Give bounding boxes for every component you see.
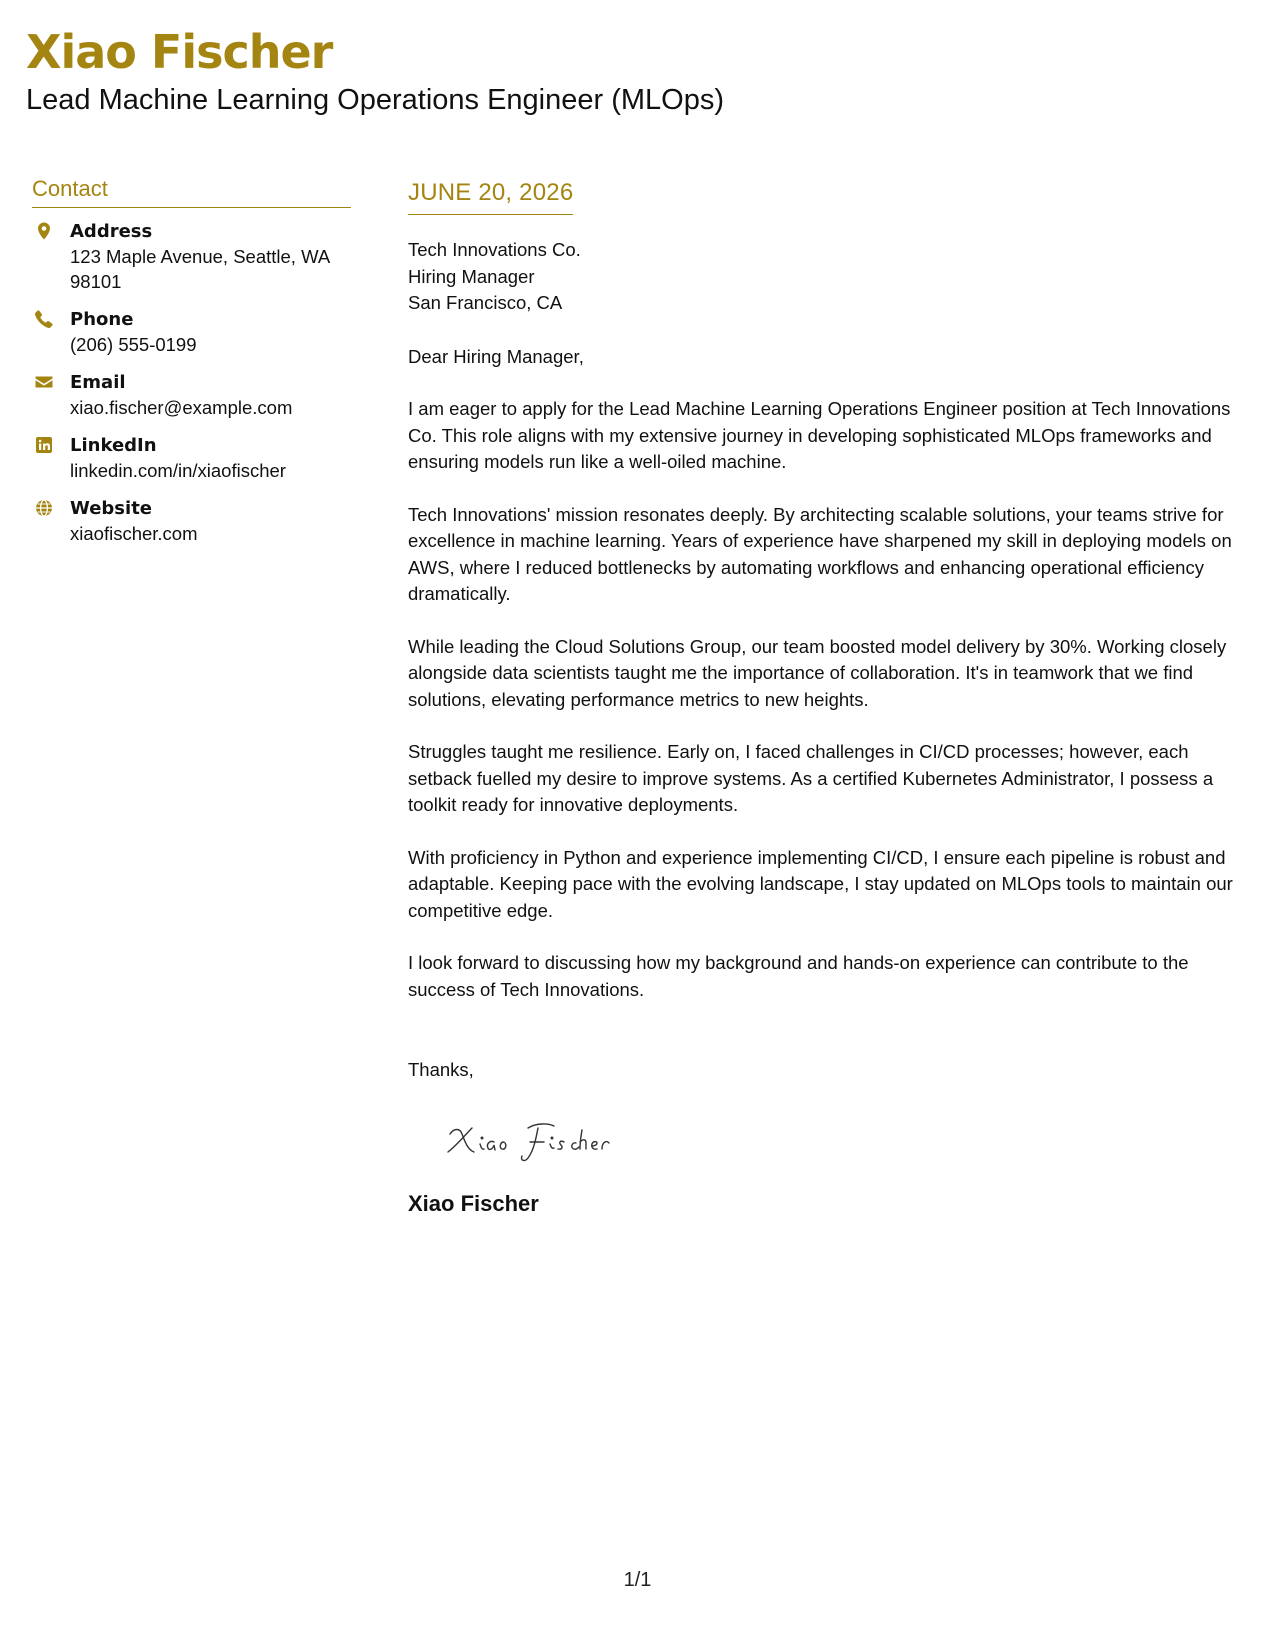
contact-section-title: Contact [32, 175, 351, 208]
contact-sidebar [32, 175, 351, 560]
letter-paragraph: I look forward to discussing how my background and hands-on experience can contribute to the success of Tech Innovations. [408, 952, 1189, 1000]
contact-label: Website [70, 498, 153, 519]
letter-date-block [408, 178, 573, 215]
salutation: Dear Hiring Manager, [408, 345, 584, 367]
linkedin-value[interactable]: linkedin.com/in/xiaofischer [70, 460, 286, 481]
signer-name: Xiao Fischer [408, 1190, 539, 1216]
contact-list [32, 220, 351, 546]
contact-item-website [32, 497, 351, 546]
globe-icon [34, 498, 56, 520]
candidate-role: Lead Machine Learning Operations Engineer (MLOps) [26, 84, 725, 116]
recipient-block [408, 237, 1248, 317]
letter-paragraph: Tech Innovations' mission resonates deeply. By architecting scalable solutions, your teams strive for excellence in machine learning. Years of experience have sharpened my skill in deploying models on AWS, where I reduced bottlenecks by automating workflows and enhancing operational efficiency dramatically. [408, 503, 1232, 604]
recipient-company: Tech Innovations Co. [408, 239, 581, 260]
closing: Thanks, [408, 1059, 474, 1080]
contact-item-linkedin [32, 434, 351, 483]
candidate-name: Xiao Fischer [26, 25, 333, 79]
email-value[interactable]: xiao.fischer@example.com [70, 397, 293, 418]
letter-paragraph: Struggles taught me resilience. Early on, I faced challenges in CI/CD processes; however, each setback fuelled my desire to improve systems. As a certified Kubernetes Administrator, I possess a toolkit ready for innovative deployments. [408, 741, 1214, 815]
header [26, 22, 724, 118]
recipient-title: Hiring Manager [408, 265, 535, 287]
address-value: 123 Maple Avenue, Seattle, WA 98101 [70, 246, 330, 292]
letter-paragraphs [408, 396, 1248, 1003]
recipient-location: San Francisco, CA [408, 292, 563, 313]
website-value[interactable]: xiaofischer.com [70, 523, 198, 544]
phone-value: (206) 555-0199 [70, 334, 197, 355]
letter-paragraph: While leading the Cloud Solutions Group, our team boosted model delivery by 30%. Working closely alongside data scientists taught me the importance of collaboration. It's in teamwork that we find solutions, elevating performance metrics to new heights. [408, 635, 1227, 710]
linkedin-icon [34, 435, 56, 457]
contact-item-email [32, 371, 351, 420]
letter-date: JUNE 20, 2026 [408, 179, 574, 206]
contact-item-phone [32, 308, 351, 357]
contact-label: Address [70, 221, 153, 242]
map-pin-icon [34, 221, 56, 243]
contact-label: Email [70, 372, 126, 393]
letter-paragraph: With proficiency in Python and experience implementing CI/CD, I ensure each pipeline is robust and adaptable. Keeping pace with the evolving landscape, I stay updated on MLOps tools to maintain our competitive edge. [408, 846, 1233, 921]
contact-label: LinkedIn [70, 435, 157, 456]
page-number: 1/1 [623, 1569, 652, 1591]
handwritten-signature [442, 1112, 642, 1166]
envelope-icon [34, 372, 56, 394]
letter-body [408, 178, 1248, 1218]
contact-item-address [32, 220, 351, 294]
phone-icon [34, 309, 56, 331]
contact-label: Phone [70, 309, 134, 330]
letter-paragraph: I am eager to apply for the Lead Machine Learning Operations Engineer position at Tech Innovations Co. This role aligns with my extensive journey in developing sophisticated MLOps frameworks and ensuring models run like a well-oiled machine. [408, 398, 1231, 472]
